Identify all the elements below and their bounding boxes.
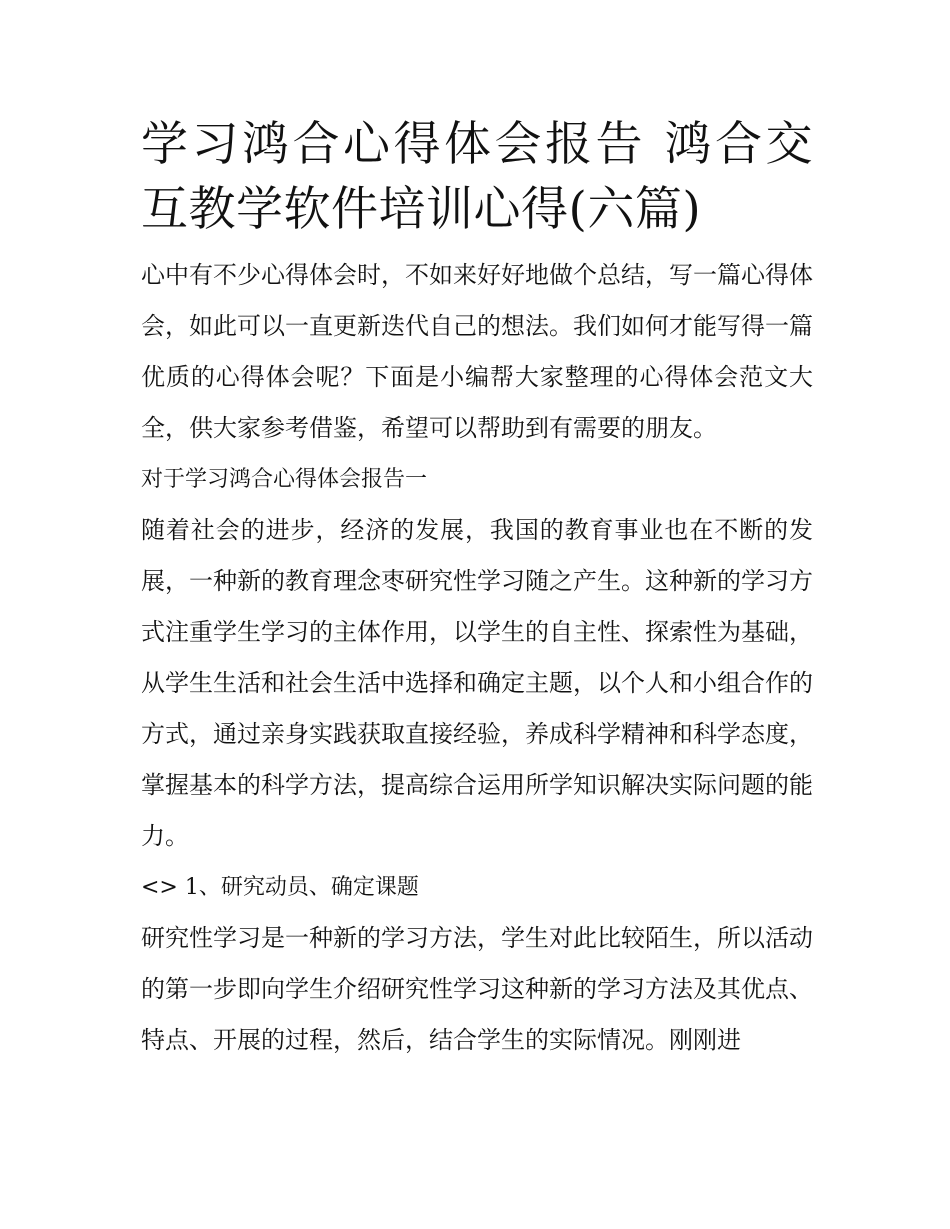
subheading: <> 1、研究动员、确定课题 xyxy=(141,875,419,900)
document-title: 学习鸿合心得体会报告 鸿合交互教学软件培训心得(六篇) xyxy=(141,117,813,237)
subheading-paragraph: 研究性学习是一种新的学习方法，学生对此比较陌生，所以活动的第一步即向学生介绍研究性学习这种新的学习方法及其优点、特点、开展的过程，然后，结合学生的实际情况。刚刚进 xyxy=(141,924,813,1054)
intro-paragraph: 心中有不少心得体会时，不如来好好地做个总结，写一篇心得体会，如此可以一直更新迭代自己的想法。我们如何才能写得一篇优质的心得体会呢？下面是小编帮大家整理的心得体会范文大全，供大家参考借鉴，希望可以帮助到有需要的朋友。 xyxy=(141,261,813,442)
document-page xyxy=(141,112,813,1066)
section-title: 对于学习鸿合心得体会报告一 xyxy=(141,467,428,492)
section-paragraph: 随着社会的进步，经济的发展，我国的教育事业也在不断的发展，一种新的教育理念枣研究性学习随之产生。这种新的学习方式注重学生学习的主体作用，以学生的自主性、探索性为基础，从学生生活和社会生活中选择和确定主题，以个人和小组合作的方式，通过亲身实践获取直接经验，养成科学精神和科学态度，掌握基本的科学方法，提高综合运用所学知识解决实际问题的能力。 xyxy=(141,516,813,850)
